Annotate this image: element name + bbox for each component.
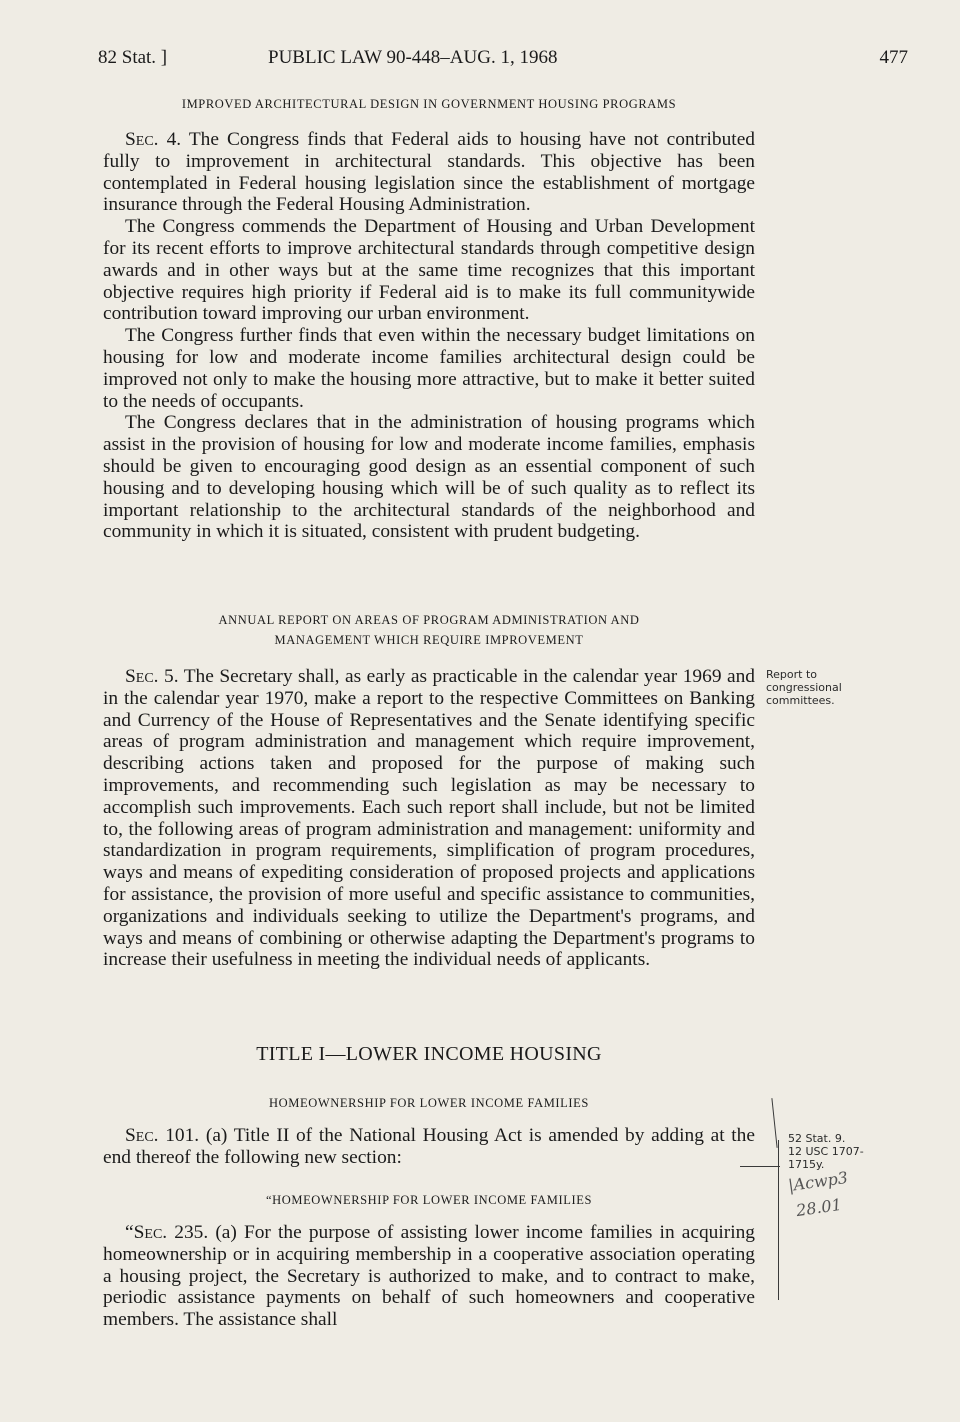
paragraph: The Secretary shall, as early as practicable in the calendar year 1969 and in the calendar year 1970, make a report to the respective Committees on Banking and Currency of the House of Representatives and the Senate identifying specific areas of program administration and management which require improvement, describing actions taken and proposed for the purpose of making such improvements, and recommending such legislation as may be necessary to accomplish such improvements. Each such report shall include, but not be limited to, the following areas of program administration and management: uniformity and standardization in program requirements, simplification of program procedures, ways and means of expediting consideration of proposed projects and applications for assistance, the provision of more useful and specific assistance to communities, organizations and individuals seeking to utilize the Department's programs, and ways and means of combining or otherwise adapting the Department's programs to increase their usefulness in meeting the individual needs of applicants. (103, 666, 755, 971)
section-label: Sec. 4. (125, 129, 182, 150)
section-4-text (103, 129, 755, 543)
margin-note-report: Report to congressional committees. (766, 668, 842, 707)
paragraph: The Congress declares that in the administration of housing programs which assist in the provision of housing for low and moderate income families, emphasis should be given to encouraging good design as an essential component of such housing and to developing housing which will be of such quality as to reflect its important relationship to the architectural standards of the neighborhood and community in which it is situated, consistent with prudent budgeting. (103, 412, 755, 543)
running-head (98, 47, 908, 75)
section-label: Sec. 101. (125, 1125, 200, 1146)
paragraph: The Congress further finds that even within the necessary budget limitations on housing for low and moderate income families architectural design could be improved not only to make the housing more attractive, but to make it better suited to the needs of occupants. (103, 325, 755, 412)
statute-volume: 82 Stat. ] (98, 47, 168, 68)
section-5-text (103, 666, 755, 971)
stat-ref-line: 12 USC 1707- (788, 1145, 864, 1158)
page-number: 477 (879, 47, 908, 68)
handwritten-note: 28.01 (794, 1194, 843, 1221)
section-heading-line: ANNUAL REPORT ON AREAS OF PROGRAM ADMINISTRATION AND (218, 613, 640, 627)
section-heading-line: MANAGEMENT WHICH REQUIRE IMPROVEMENT (274, 633, 584, 647)
paragraph: (a) For the purpose of assisting lower income families in acquiring homeownership or in acquiring membership in a cooperative association operating a housing project, the Secretary is authorized to make, and to contract to make, periodic assistance payments on behalf of such homeowners and cooperative members. The assistance shall (103, 1222, 755, 1331)
section-heading: HOMEOWNERSHIP FOR LOWER INCOME FAMILIES (269, 1096, 589, 1110)
margin-leader (740, 1166, 780, 1167)
title-heading: TITLE I—LOWER INCOME HOUSING (256, 1043, 602, 1065)
section-label: “Sec. 235. (125, 1222, 209, 1243)
handwritten-note: |Acwp3 (786, 1167, 850, 1196)
section-4 (103, 94, 755, 114)
margin-note-stat-ref (788, 1132, 864, 1171)
section-235-text (103, 1222, 755, 1331)
margin-bracket (771, 1098, 777, 1148)
section-101-heading (103, 1093, 755, 1113)
section-5-heading (103, 610, 755, 650)
paragraph: The Congress commends the Department of Housing and Urban Development for its recent efforts to improve architectural standards through competitive design awards and in other ways but at the same time recognizes that this important objective requires high priority if Federal aid is to make its full communitywide contribution toward improving our urban environment. (103, 216, 755, 325)
section-235-heading (103, 1190, 755, 1210)
margin-rule (778, 1140, 779, 1300)
section-heading: IMPROVED ARCHITECTURAL DESIGN IN GOVERNMENT HOUSING PROGRAMS (181, 97, 677, 111)
stat-ref-line: 52 Stat. 9. (788, 1132, 846, 1145)
section-101-text (103, 1125, 755, 1169)
paragraph: The Congress finds that Federal aids to housing have not contributed fully to improvement in architectural standards. This objective has been contemplated in Federal housing legislation since the establishment of mortgage insurance through the Federal Housing Administration. (103, 129, 755, 216)
stat-ref-line: 1715y. (788, 1158, 825, 1171)
section-label: Sec. 5. (125, 666, 179, 687)
show-through-mark (842, 287, 845, 298)
section-heading: “HOMEOWNERSHIP FOR LOWER INCOME FAMILIES (265, 1193, 593, 1207)
public-law-title: PUBLIC LAW 90-448–AUG. 1, 1968 (268, 47, 558, 68)
paragraph: (a) Title II of the National Housing Act is amended by adding at the end thereof the following new section: (103, 1125, 755, 1168)
